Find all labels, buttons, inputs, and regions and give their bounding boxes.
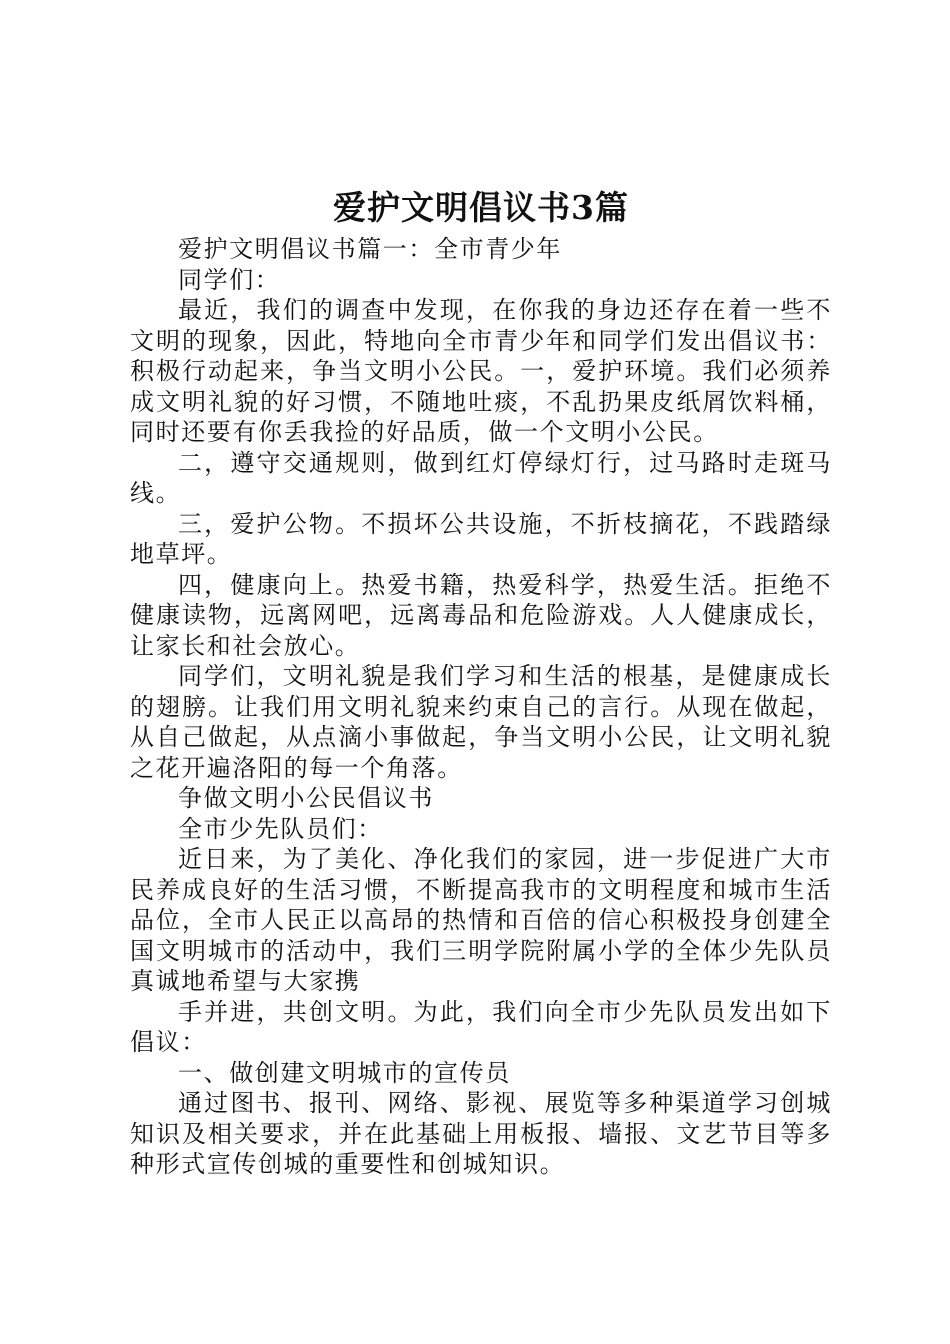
- paragraph-7: 同学们，文明礼貌是我们学习和生活的根基，是健康成长的翅膀。让我们用文明礼貌来约束自己的言行。从现在做起，从自己做起，从点滴小事做起，争当文明小公民，让文明礼貌之花开遍洛阳的每一个角落。: [130, 662, 832, 782]
- paragraph-6: 四，健康向上。热爱书籍，热爱科学，热爱生活。拒绝不健康读物，远离网吧，远离毒品和危险游戏。人人健康成长，让家长和社会放心。: [130, 570, 832, 660]
- paragraph-13: 通过图书、报刊、网络、影视、展览等多种渠道学习创城知识及相关要求，并在此基础上用板报、墙报、文艺节目等多种形式宣传创城的重要性和创城知识。: [130, 1089, 832, 1178]
- paragraph-10: 近日来，为了美化、净化我们的家园，进一步促进广大市民养成良好的生活习惯，不断提高我市的文明程度和城市生活品位，全市人民正以高昂的热情和百倍的信心积极投身创建全国文明城市的活动中，我们三明学院附属小学的全体少先队员真诚地希望与大家携: [130, 845, 832, 995]
- paragraph-12: 一、做创建文明城市的宣传员: [178, 1058, 511, 1087]
- paragraph-3: 最近，我们的调查中发现，在你我的身边还存在着一些不文明的现象，因此，特地向全市青少年和同学们发出倡议书：积极行动起来，争当文明小公民。一，爱护环境。我们必须养成文明礼貌的好习惯，不随地吐痰，不乱扔果皮纸屑饮料桶，同时还要有你丢我捡的好品质，做一个文明小公民。: [130, 296, 832, 446]
- paragraph-9: 全市少先队员们：: [178, 814, 383, 843]
- paragraph-11: 手并进，共创文明。为此，我们向全市少先队员发出如下倡议：: [130, 997, 832, 1056]
- document-page: [130, 186, 832, 1180]
- document-title: 爱护文明倡议书3篇: [333, 188, 629, 227]
- paragraph-1: 爱护文明倡议书篇一：全市青少年: [178, 235, 562, 263]
- paragraph-5: 三，爱护公物。不损坏公共设施，不折枝摘花，不践踏绿地草坪。: [130, 509, 832, 568]
- paragraph-4: 二，遵守交通规则，做到红灯停绿灯行，过马路时走斑马线。: [130, 448, 832, 507]
- paragraph-8: 争做文明小公民倡议书: [178, 784, 434, 812]
- paragraph-2: 同学们：: [178, 265, 281, 294]
